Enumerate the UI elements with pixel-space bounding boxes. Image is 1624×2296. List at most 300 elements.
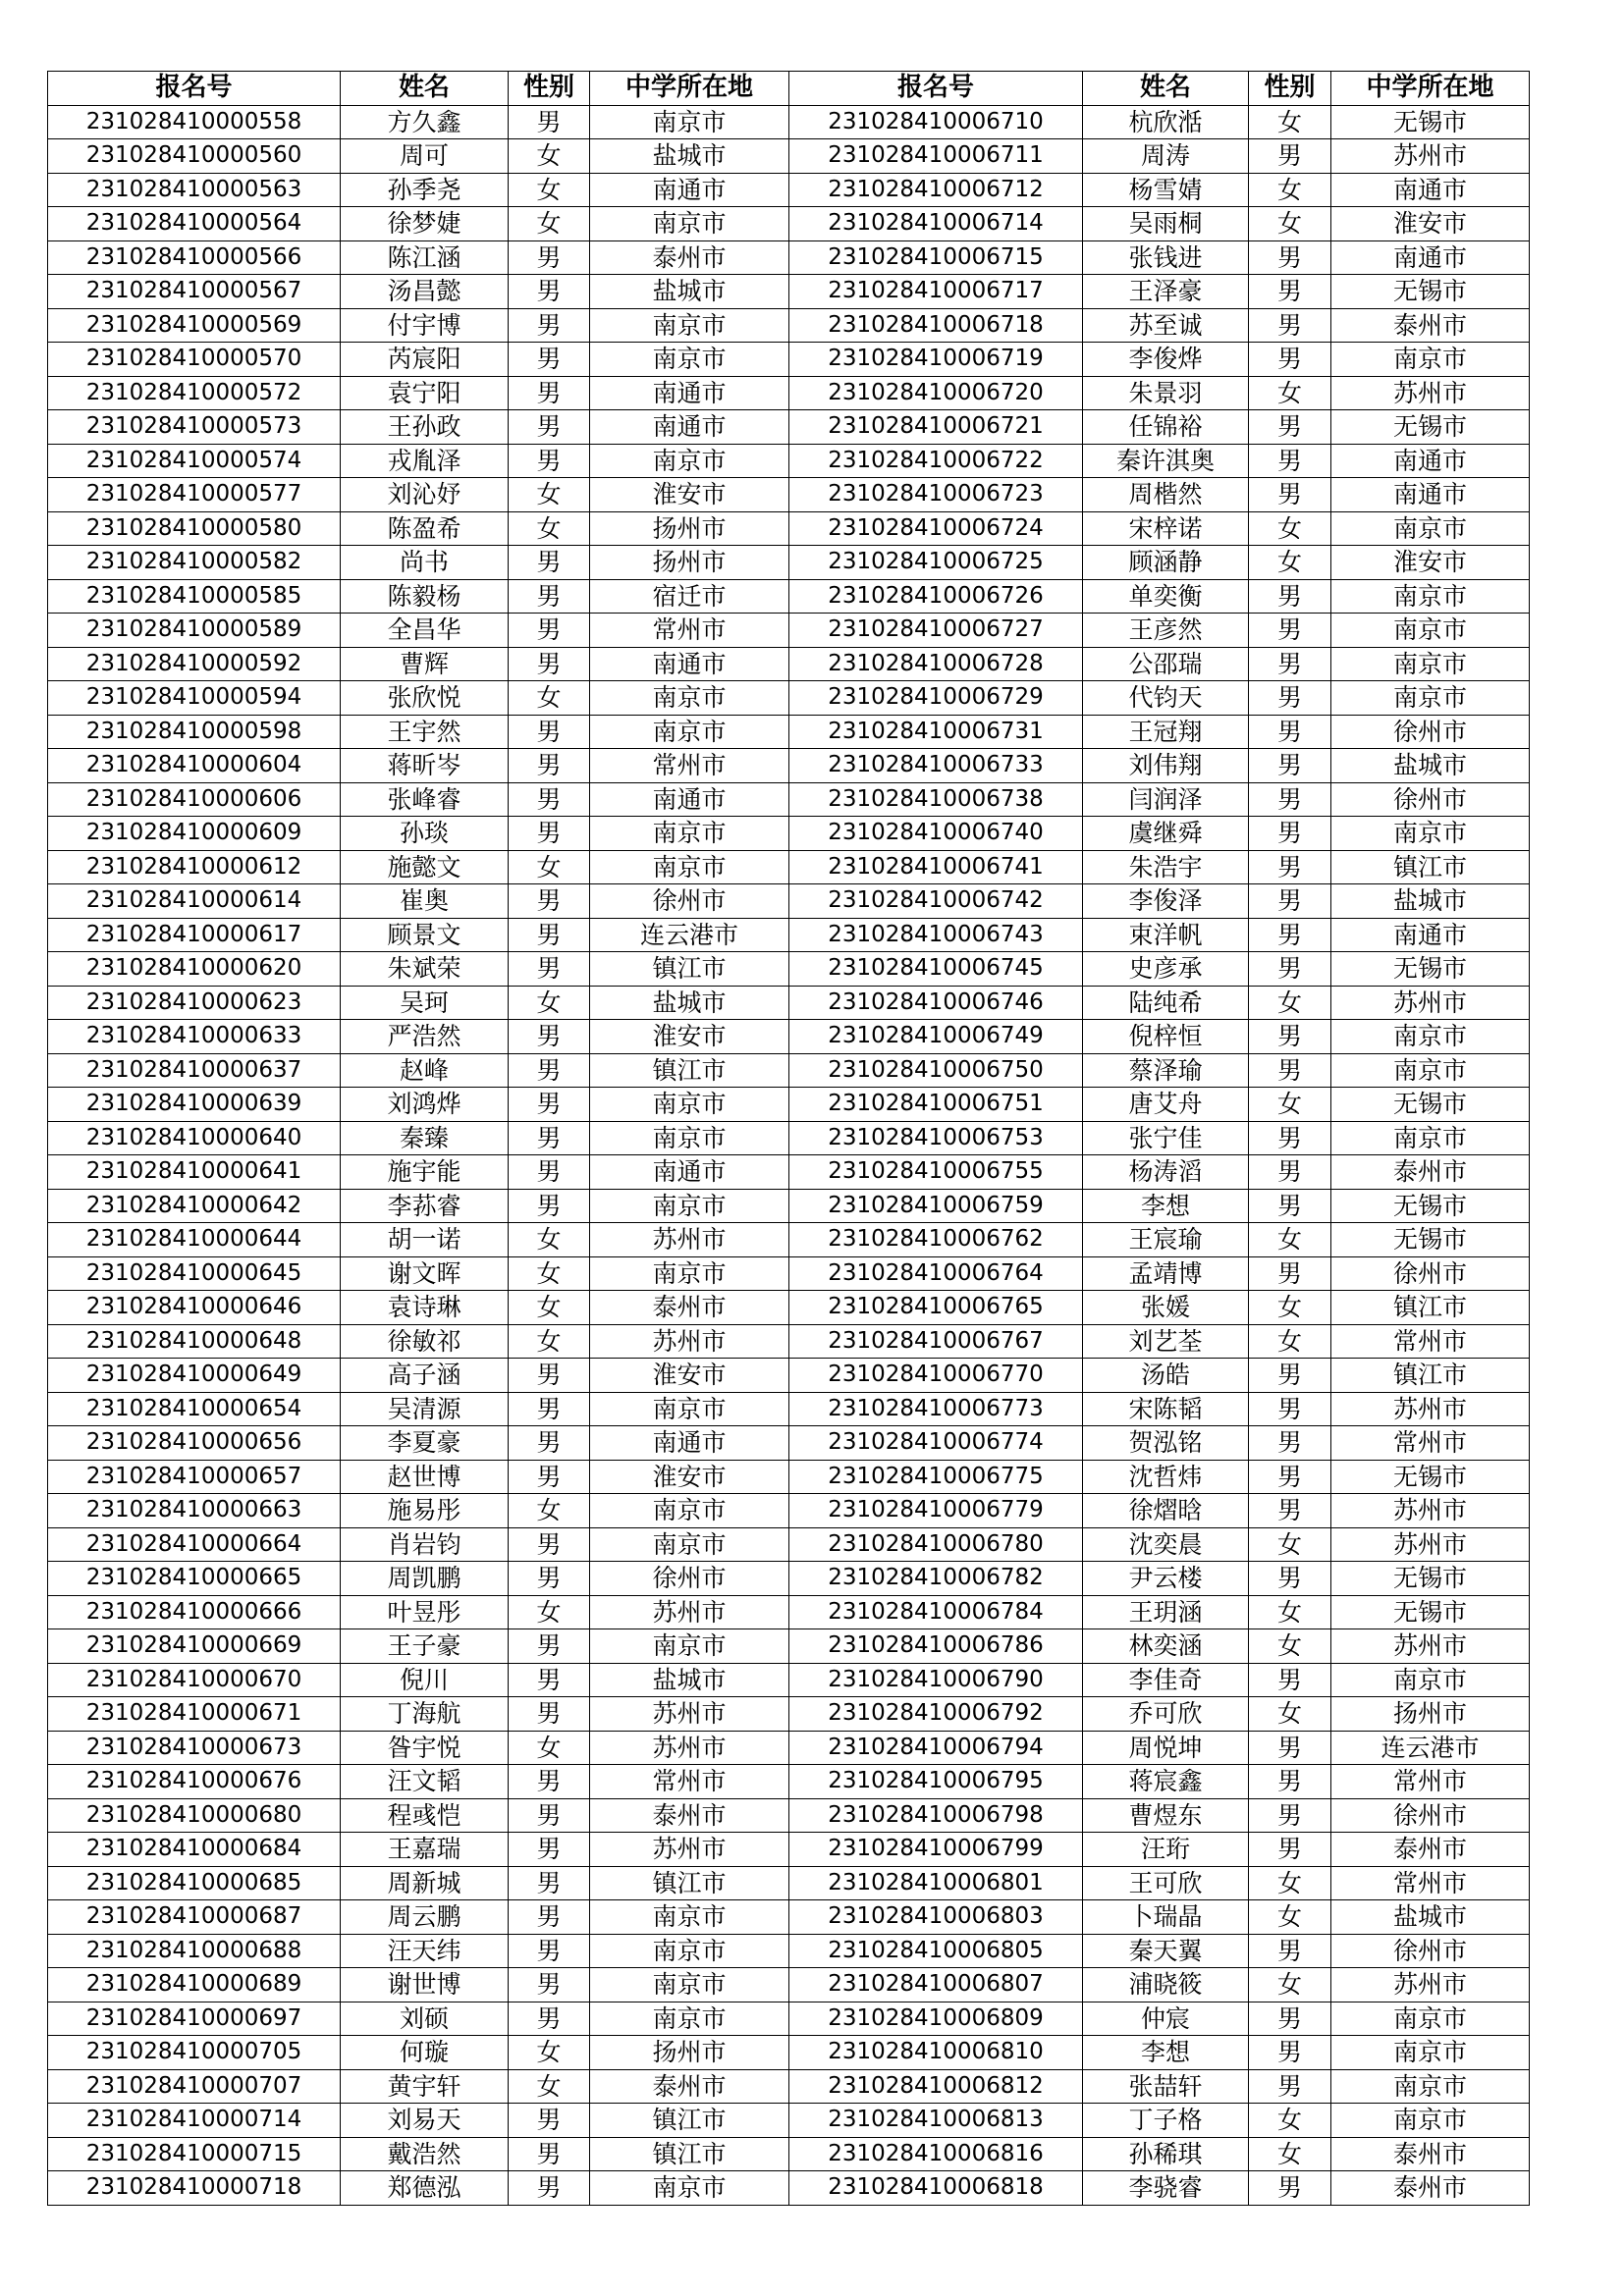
registration-number-cell: 231028410000585 (48, 579, 341, 614)
school-city-cell: 常州市 (1331, 1324, 1530, 1359)
table-row (48, 410, 1530, 445)
registration-number-cell: 231028410000670 (48, 1663, 341, 1697)
school-city-cell: 苏州市 (1331, 986, 1530, 1020)
student-name-cell: 陈盈希 (341, 511, 509, 546)
school-city-cell: 苏州市 (1331, 376, 1530, 410)
gender-cell: 男 (1249, 308, 1331, 343)
school-city-cell: 镇江市 (1331, 1359, 1530, 1393)
registration-number-cell: 231028410000572 (48, 376, 341, 410)
registration-number-cell: 231028410006717 (789, 275, 1083, 309)
registration-number-cell: 231028410006790 (789, 1663, 1083, 1697)
student-name-cell: 施懿文 (341, 850, 509, 884)
student-name-cell: 王子豪 (341, 1629, 509, 1664)
gender-cell: 男 (1249, 139, 1331, 174)
registration-number-cell: 231028410000623 (48, 986, 341, 1020)
gender-cell: 女 (1249, 2137, 1331, 2171)
student-name-cell: 孙稀琪 (1083, 2137, 1249, 2171)
gender-cell: 男 (509, 343, 590, 377)
registration-number-cell: 231028410006729 (789, 681, 1083, 716)
student-name-cell: 王嘉瑞 (341, 1833, 509, 1867)
registration-number-cell: 231028410000654 (48, 1392, 341, 1426)
student-name-cell: 卜瑞晶 (1083, 1900, 1249, 1935)
student-name-cell: 程彧恺 (341, 1798, 509, 1833)
student-name-cell: 单奕衡 (1083, 579, 1249, 614)
header-registration-number: 报名号 (48, 72, 341, 106)
registration-number-cell: 231028410006714 (789, 207, 1083, 241)
student-name-cell: 胡一诺 (341, 1223, 509, 1257)
school-city-cell: 南京市 (590, 1934, 789, 1968)
registration-number-cell: 231028410000574 (48, 444, 341, 478)
student-name-cell: 宋梓诺 (1083, 511, 1249, 546)
gender-cell: 女 (1249, 1324, 1331, 1359)
gender-cell: 男 (1249, 647, 1331, 681)
school-city-cell: 连云港市 (590, 918, 789, 952)
gender-cell: 男 (1249, 1121, 1331, 1155)
table-row (48, 1392, 1530, 1426)
school-city-cell: 南京市 (1331, 511, 1530, 546)
table-row (48, 1562, 1530, 1596)
student-name-cell: 周楷然 (1083, 478, 1249, 512)
school-city-cell: 镇江市 (590, 952, 789, 987)
gender-cell: 男 (1249, 850, 1331, 884)
table-row (48, 1833, 1530, 1867)
school-city-cell: 镇江市 (1331, 1291, 1530, 1325)
student-name-cell: 肖岩钧 (341, 1527, 509, 1562)
school-city-cell: 常州市 (590, 749, 789, 783)
student-name-cell: 曹辉 (341, 647, 509, 681)
student-name-cell: 陆纯希 (1083, 986, 1249, 1020)
student-name-cell: 倪梓恒 (1083, 1020, 1249, 1054)
school-city-cell: 南京市 (590, 1121, 789, 1155)
registration-number-cell: 231028410006779 (789, 1494, 1083, 1528)
registration-number-cell: 231028410000617 (48, 918, 341, 952)
gender-cell: 男 (1249, 1798, 1331, 1833)
registration-number-cell: 231028410006792 (789, 1697, 1083, 1732)
school-city-cell: 无锡市 (1331, 1223, 1530, 1257)
registration-number-cell: 231028410006801 (789, 1866, 1083, 1900)
student-name-cell: 周涛 (1083, 139, 1249, 174)
registration-number-cell: 231028410000697 (48, 2002, 341, 2036)
registration-number-cell: 231028410000577 (48, 478, 341, 512)
school-city-cell: 南通市 (1331, 240, 1530, 275)
student-name-cell: 贺泓铭 (1083, 1426, 1249, 1461)
gender-cell: 男 (509, 1020, 590, 1054)
registration-number-cell: 231028410000569 (48, 308, 341, 343)
student-name-cell: 秦许淇奥 (1083, 444, 1249, 478)
table-row (48, 1697, 1530, 1732)
table-row (48, 884, 1530, 919)
student-name-cell: 曹煜东 (1083, 1798, 1249, 1833)
table-row (48, 1020, 1530, 1054)
school-city-cell: 盐城市 (1331, 749, 1530, 783)
table-header-row (48, 72, 1530, 106)
registration-number-cell: 231028410006727 (789, 614, 1083, 648)
gender-cell: 男 (509, 2104, 590, 2138)
registration-number-cell: 231028410000620 (48, 952, 341, 987)
school-city-cell: 南京市 (590, 850, 789, 884)
school-city-cell: 无锡市 (1331, 1088, 1530, 1122)
school-city-cell: 南京市 (590, 2002, 789, 2036)
student-name-cell: 顾景文 (341, 918, 509, 952)
gender-cell: 男 (509, 2137, 590, 2171)
header-name: 姓名 (1083, 72, 1249, 106)
header-gender: 性别 (1249, 72, 1331, 106)
registration-number-cell: 231028410006741 (789, 850, 1083, 884)
school-city-cell: 苏州市 (1331, 1968, 1530, 2002)
table-row (48, 782, 1530, 817)
registration-number-cell: 231028410006722 (789, 444, 1083, 478)
registration-number-cell: 231028410006813 (789, 2104, 1083, 2138)
registration-number-cell: 231028410006726 (789, 579, 1083, 614)
registration-number-cell: 231028410006784 (789, 1595, 1083, 1629)
gender-cell: 男 (1249, 478, 1331, 512)
gender-cell: 男 (509, 782, 590, 817)
gender-cell: 女 (509, 139, 590, 174)
table-row (48, 2171, 1530, 2206)
school-city-cell: 泰州市 (590, 1798, 789, 1833)
table-row (48, 647, 1530, 681)
school-city-cell: 南通市 (1331, 478, 1530, 512)
registration-number-cell: 231028410006805 (789, 1934, 1083, 1968)
school-city-cell: 盐城市 (590, 1663, 789, 1697)
student-name-cell: 施宇能 (341, 1155, 509, 1190)
student-name-cell: 杨雪婧 (1083, 173, 1249, 207)
school-city-cell: 南通市 (590, 410, 789, 445)
school-city-cell: 扬州市 (590, 2036, 789, 2070)
registration-number-cell: 231028410000640 (48, 1121, 341, 1155)
gender-cell: 女 (509, 986, 590, 1020)
registration-number-cell: 231028410006765 (789, 1291, 1083, 1325)
student-name-cell: 汤昌懿 (341, 275, 509, 309)
student-name-cell: 汪文韬 (341, 1765, 509, 1799)
registration-number-cell: 231028410006718 (789, 308, 1083, 343)
registration-number-cell: 231028410000606 (48, 782, 341, 817)
school-city-cell: 徐州市 (1331, 1934, 1530, 1968)
student-name-cell: 张峰睿 (341, 782, 509, 817)
gender-cell: 女 (509, 1291, 590, 1325)
gender-cell: 女 (509, 2069, 590, 2104)
student-name-cell: 赵世博 (341, 1460, 509, 1494)
school-city-cell: 连云港市 (1331, 1731, 1530, 1765)
student-name-cell: 王玥涵 (1083, 1595, 1249, 1629)
school-city-cell: 南通市 (590, 173, 789, 207)
gender-cell: 女 (509, 1595, 590, 1629)
gender-cell: 男 (509, 410, 590, 445)
gender-cell: 女 (509, 1731, 590, 1765)
gender-cell: 男 (509, 1426, 590, 1461)
school-city-cell: 常州市 (1331, 1765, 1530, 1799)
school-city-cell: 镇江市 (1331, 850, 1530, 884)
school-city-cell: 苏州市 (590, 1697, 789, 1732)
table-row (48, 1629, 1530, 1664)
gender-cell: 女 (1249, 1291, 1331, 1325)
gender-cell: 男 (1249, 2036, 1331, 2070)
table-row (48, 2104, 1530, 2138)
student-name-cell: 顾涵静 (1083, 546, 1249, 580)
gender-cell: 男 (509, 1697, 590, 1732)
school-city-cell: 无锡市 (1331, 105, 1530, 139)
student-name-cell: 李荪睿 (341, 1189, 509, 1223)
gender-cell: 男 (1249, 1155, 1331, 1190)
table-row (48, 105, 1530, 139)
school-city-cell: 镇江市 (590, 2137, 789, 2171)
student-name-cell: 浦晓筱 (1083, 1968, 1249, 2002)
gender-cell: 男 (1249, 1189, 1331, 1223)
student-name-cell: 李想 (1083, 1189, 1249, 1223)
registration-number-cell: 231028410006733 (789, 749, 1083, 783)
student-name-cell: 刘艺荃 (1083, 1324, 1249, 1359)
student-name-cell: 袁宁阳 (341, 376, 509, 410)
gender-cell: 男 (1249, 884, 1331, 919)
gender-cell: 女 (509, 850, 590, 884)
student-name-cell: 郑德泓 (341, 2171, 509, 2206)
registration-number-cell: 231028410000649 (48, 1359, 341, 1393)
table-row (48, 918, 1530, 952)
gender-cell: 男 (1249, 240, 1331, 275)
registration-number-cell: 231028410000633 (48, 1020, 341, 1054)
gender-cell: 女 (1249, 207, 1331, 241)
gender-cell: 男 (509, 884, 590, 919)
gender-cell: 男 (509, 376, 590, 410)
student-name-cell: 丁海航 (341, 1697, 509, 1732)
student-name-cell: 朱斌荣 (341, 952, 509, 987)
school-city-cell: 泰州市 (590, 240, 789, 275)
student-name-cell: 张喆轩 (1083, 2069, 1249, 2104)
gender-cell: 男 (509, 1663, 590, 1697)
header-school-city: 中学所在地 (590, 72, 789, 106)
school-city-cell: 无锡市 (1331, 275, 1530, 309)
gender-cell: 男 (509, 444, 590, 478)
student-name-cell: 徐敏祁 (341, 1324, 509, 1359)
school-city-cell: 南京市 (1331, 1053, 1530, 1088)
gender-cell: 女 (509, 2036, 590, 2070)
school-city-cell: 南通市 (590, 647, 789, 681)
gender-cell: 男 (509, 1866, 590, 1900)
registration-number-cell: 231028410006742 (789, 884, 1083, 919)
registration-number-cell: 231028410000684 (48, 1833, 341, 1867)
registration-number-cell: 231028410000707 (48, 2069, 341, 2104)
gender-cell: 男 (509, 1968, 590, 2002)
registration-number-cell: 231028410006746 (789, 986, 1083, 1020)
school-city-cell: 无锡市 (1331, 1189, 1530, 1223)
student-name-cell: 苏至诚 (1083, 308, 1249, 343)
registration-number-cell: 231028410006740 (789, 817, 1083, 851)
student-name-cell: 全昌华 (341, 614, 509, 648)
student-name-cell: 周云鹏 (341, 1900, 509, 1935)
table-row (48, 240, 1530, 275)
gender-cell: 女 (1249, 1697, 1331, 1732)
registration-number-cell: 231028410006731 (789, 715, 1083, 749)
student-name-cell: 秦天翼 (1083, 1934, 1249, 1968)
school-city-cell: 常州市 (1331, 1866, 1530, 1900)
student-name-cell: 施易彤 (341, 1494, 509, 1528)
registration-number-cell: 231028410000666 (48, 1595, 341, 1629)
school-city-cell: 苏州市 (1331, 139, 1530, 174)
table-row (48, 1934, 1530, 1968)
student-name-cell: 何璇 (341, 2036, 509, 2070)
student-name-cell: 吴清源 (341, 1392, 509, 1426)
registration-number-cell: 231028410006764 (789, 1256, 1083, 1291)
gender-cell: 女 (1249, 2104, 1331, 2138)
registration-number-cell: 231028410000644 (48, 1223, 341, 1257)
student-name-cell: 代钧天 (1083, 681, 1249, 716)
registration-number-cell: 231028410000594 (48, 681, 341, 716)
table-row (48, 1088, 1530, 1122)
table-row (48, 1155, 1530, 1190)
school-city-cell: 无锡市 (1331, 1562, 1530, 1596)
registration-number-cell: 231028410000664 (48, 1527, 341, 1562)
table-row (48, 1053, 1530, 1088)
student-name-cell: 陈毅杨 (341, 579, 509, 614)
school-city-cell: 盐城市 (590, 139, 789, 174)
school-city-cell: 无锡市 (1331, 410, 1530, 445)
table-row (48, 1121, 1530, 1155)
gender-cell: 女 (1249, 1595, 1331, 1629)
gender-cell: 女 (509, 207, 590, 241)
gender-cell: 男 (1249, 1562, 1331, 1596)
school-city-cell: 盐城市 (1331, 1900, 1530, 1935)
header-name: 姓名 (341, 72, 509, 106)
table-row (48, 173, 1530, 207)
registration-number-cell: 231028410006812 (789, 2069, 1083, 2104)
school-city-cell: 徐州市 (590, 1562, 789, 1596)
registration-number-cell: 231028410006750 (789, 1053, 1083, 1088)
school-city-cell: 扬州市 (590, 511, 789, 546)
registration-number-cell: 231028410000646 (48, 1291, 341, 1325)
registration-number-cell: 231028410000676 (48, 1765, 341, 1799)
student-name-cell: 刘鸿烨 (341, 1088, 509, 1122)
school-city-cell: 镇江市 (590, 2104, 789, 2138)
student-name-cell: 孟靖博 (1083, 1256, 1249, 1291)
registration-number-cell: 231028410006775 (789, 1460, 1083, 1494)
registration-number-cell: 231028410000669 (48, 1629, 341, 1664)
registration-number-cell: 231028410006721 (789, 410, 1083, 445)
table-row (48, 1291, 1530, 1325)
gender-cell: 女 (1249, 1629, 1331, 1664)
school-city-cell: 泰州市 (1331, 2171, 1530, 2206)
school-city-cell: 苏州市 (1331, 1392, 1530, 1426)
gender-cell: 男 (1249, 2069, 1331, 2104)
gender-cell: 男 (509, 1798, 590, 1833)
table-row (48, 444, 1530, 478)
gender-cell: 男 (509, 749, 590, 783)
registration-number-cell: 231028410006810 (789, 2036, 1083, 2070)
table-row (48, 1798, 1530, 1833)
gender-cell: 男 (1249, 715, 1331, 749)
registration-number-cell: 231028410000715 (48, 2137, 341, 2171)
registration-number-cell: 231028410000604 (48, 749, 341, 783)
school-city-cell: 南京市 (590, 2171, 789, 2206)
student-name-cell: 徐梦婕 (341, 207, 509, 241)
school-city-cell: 苏州市 (1331, 1527, 1530, 1562)
student-name-cell: 朱浩宇 (1083, 850, 1249, 884)
registration-number-cell: 231028410000567 (48, 275, 341, 309)
registration-number-cell: 231028410006715 (789, 240, 1083, 275)
student-name-cell: 公邵瑞 (1083, 647, 1249, 681)
school-city-cell: 南京市 (590, 1256, 789, 1291)
registration-number-cell: 231028410006723 (789, 478, 1083, 512)
registration-number-cell: 231028410000637 (48, 1053, 341, 1088)
registration-number-cell: 231028410006799 (789, 1833, 1083, 1867)
gender-cell: 男 (1249, 1020, 1331, 1054)
registration-number-cell: 231028410006809 (789, 2002, 1083, 2036)
registration-number-cell: 231028410006795 (789, 1765, 1083, 1799)
school-city-cell: 苏州市 (590, 1731, 789, 1765)
table-row (48, 986, 1530, 1020)
school-city-cell: 南通市 (1331, 918, 1530, 952)
registration-number-cell: 231028410006720 (789, 376, 1083, 410)
student-name-cell: 崔奥 (341, 884, 509, 919)
registration-number-cell: 231028410006767 (789, 1324, 1083, 1359)
student-name-cell: 尚书 (341, 546, 509, 580)
gender-cell: 女 (1249, 986, 1331, 1020)
table-row (48, 1460, 1530, 1494)
school-city-cell: 南京市 (590, 343, 789, 377)
gender-cell: 男 (1249, 2171, 1331, 2206)
student-name-cell: 虞继舜 (1083, 817, 1249, 851)
gender-cell: 女 (1249, 376, 1331, 410)
gender-cell: 男 (509, 715, 590, 749)
gender-cell: 男 (509, 546, 590, 580)
table-row (48, 1731, 1530, 1765)
registration-number-cell: 231028410006774 (789, 1426, 1083, 1461)
gender-cell: 女 (509, 511, 590, 546)
header-school-city: 中学所在地 (1331, 72, 1530, 106)
registration-number-cell: 231028410000714 (48, 2104, 341, 2138)
gender-cell: 男 (509, 614, 590, 648)
student-name-cell: 汪天纬 (341, 1934, 509, 1968)
registration-number-cell: 231028410006738 (789, 782, 1083, 817)
school-city-cell: 南京市 (1331, 343, 1530, 377)
gender-cell: 男 (509, 1765, 590, 1799)
student-name-cell: 孙琰 (341, 817, 509, 851)
gender-cell: 男 (509, 918, 590, 952)
table-row (48, 207, 1530, 241)
table-row (48, 1663, 1530, 1697)
school-city-cell: 南京市 (1331, 2036, 1530, 2070)
registration-number-cell: 231028410000573 (48, 410, 341, 445)
table-row (48, 1223, 1530, 1257)
gender-cell: 男 (1249, 681, 1331, 716)
school-city-cell: 常州市 (590, 1765, 789, 1799)
student-name-cell: 张欣悦 (341, 681, 509, 716)
school-city-cell: 南京市 (1331, 817, 1530, 851)
gender-cell: 男 (1249, 1053, 1331, 1088)
table-row (48, 511, 1530, 546)
gender-cell: 男 (509, 240, 590, 275)
school-city-cell: 南京市 (590, 817, 789, 851)
school-city-cell: 无锡市 (1331, 952, 1530, 987)
student-name-cell: 王可欣 (1083, 1866, 1249, 1900)
school-city-cell: 镇江市 (590, 1053, 789, 1088)
registration-number-cell: 231028410000718 (48, 2171, 341, 2206)
table-row (48, 308, 1530, 343)
school-city-cell: 镇江市 (590, 1866, 789, 1900)
gender-cell: 女 (1249, 1968, 1331, 2002)
student-name-cell: 李骁睿 (1083, 2171, 1249, 2206)
school-city-cell: 南京市 (590, 1494, 789, 1528)
student-name-cell: 徐熠晗 (1083, 1494, 1249, 1528)
registration-number-cell: 231028410006710 (789, 105, 1083, 139)
student-name-cell: 刘硕 (341, 2002, 509, 2036)
registration-number-cell: 231028410000656 (48, 1426, 341, 1461)
gender-cell: 男 (1249, 1494, 1331, 1528)
student-name-cell: 王宸瑜 (1083, 1223, 1249, 1257)
school-city-cell: 淮安市 (590, 1020, 789, 1054)
student-name-cell: 束洋帆 (1083, 918, 1249, 952)
registration-number-cell: 231028410006749 (789, 1020, 1083, 1054)
gender-cell: 女 (1249, 1900, 1331, 1935)
